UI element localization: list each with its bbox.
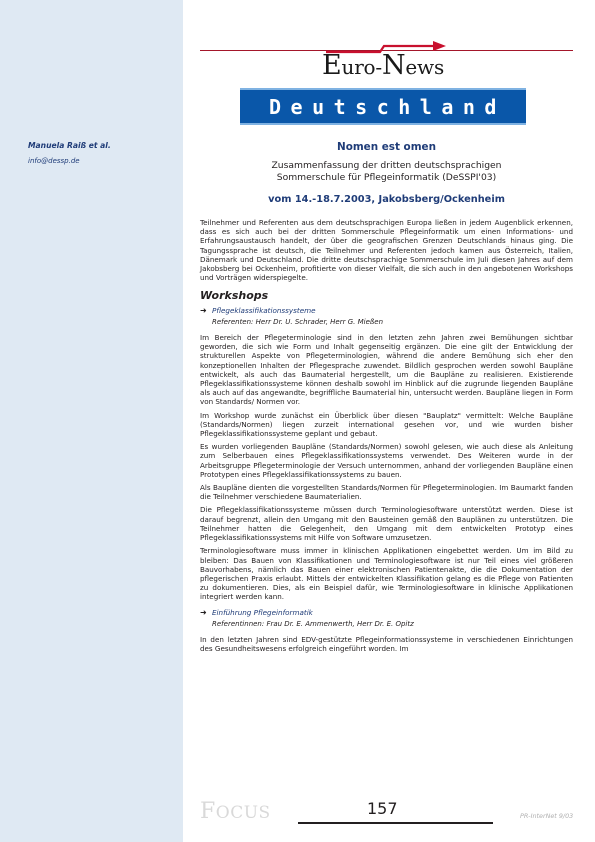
body-paragraph: Die Pflegeklassifikationssysteme müssen durch Terminologiesoftware unterstützt werden. Diese ist darauf begrenzt, allein den Umgang mit den Bausteinen gemäß den Bauplänen zu unterstützen. Die Teilnehmer hatten die Gelegenheit, den Umgang mit dem entwickelten Prototyp eines Pflegeklassifikationssystems mit Hilfe von Software umzusetzen.	[200, 505, 573, 543]
euro-news-logo	[322, 40, 462, 81]
arrow-right-icon: ➜	[200, 305, 207, 315]
body-paragraph: Terminologiesoftware muss immer in klinischen Applikationen eingebettet werden. Um im Bild zu bleiben: Das Bauen von Klassifikationen und Terminologiesoftware ist nur Teil eines viel größeren Bauvorhabens, nämlich das Bauen einer elektronischen Patientenakte, die die Dokumentation der pflegerischen Praxis erlaubt. Mittels der entwickelten Klassifikation gelang es die Pflege von Patienten zu dokumentieren. Dies, als ein Beispiel dafür, wie Terminologiesoftware in klinische Applikationen integriert werden kann.	[200, 546, 573, 602]
body-paragraph: Im Bereich der Pflegeterminologie sind in den letzten zehn Jahren zwei Bemühungen sichtbar geworden, die sich wie Form und Inhalt gegenseitig ergänzen. Die eine gilt der Entwicklung der strukturellen Aspekte von Pflegeterminologien, während die andere Bemühung sich eher den konzeptionellen Inhalten der Pflegesprache zuwendet. Bildlich gesprochen werden sowohl Baupläne entwickelt, als auch das Baumaterial hergestellt, um die Baupläne zu realisieren. Existierende Pflegeklassifikationssysteme können deshalb sowohl im Hinblick auf die zugrunde liegenden Baupläne als auch auf das angewandte, begriffliche Baumaterial hin, untersucht werden. Baupläne liegen in Form von Standards/ Normen vor.	[200, 333, 573, 407]
body-paragraph: Es wurden vorliegenden Baupläne (Standards/Normen) sowohl gelesen, wie auch diese als Anleitung zum Selberbauen eines Pflegeklassifikationssystems verwendet. Des Weiteren wurde in der Arbeitsgruppe Pflegeterminologie der Versuch unternommen, anhand der vorliegenden Baupläne einen Prototypen eines Pflegeklassifikationssystems zu bauen.	[200, 442, 573, 479]
sidebar	[0, 0, 183, 842]
workshop-bullet	[200, 608, 573, 617]
arrow-right-icon: ➜	[200, 607, 207, 617]
article-body	[200, 218, 573, 657]
author-name: Manuela Raiß et al.	[28, 141, 111, 150]
footer-rule	[298, 822, 493, 824]
banner-text: Deutschland	[269, 94, 506, 119]
workshop-title: Pflegeklassifikationssysteme	[212, 305, 316, 315]
subtitle-line: Zusammenfassung der dritten deutschsprachigen	[271, 160, 502, 171]
article-subtitle	[200, 160, 573, 184]
body-paragraph: In den letzten Jahren sind EDV-gestützte Pflegeinformationssysteme in verschiedenen Einrichtungen des Gesundheitswesens erfolgreich eingeführt worden. Im	[200, 634, 573, 654]
body-paragraph: Im Workshop wurde zunächst ein Überblick über diesen "Bauplatz" vermittelt: Welche Baupläne (Standards/Normen) liegen zurzeit international gesehen vor, und wie wurden bisher Pflegeklassifikationssysteme geplant und gebaut.	[200, 410, 573, 439]
workshop-title: Einführung Pflegeinformatik	[212, 607, 313, 617]
subtitle-line: Sommerschule für Pflegeinformatik (DeSSPI'03)	[276, 172, 497, 183]
logo-text: Euro-News	[322, 50, 445, 81]
country-banner	[240, 88, 526, 125]
author-email[interactable]: info@dessp.de	[28, 157, 80, 165]
page-number: 157	[367, 799, 398, 818]
workshop-referents: Referentinnen: Frau Dr. E. Ammenwerth, Herr Dr. E. Opitz	[212, 619, 414, 628]
journal-issue: PR-InterNet 9/03	[520, 812, 574, 820]
workshop-bullet	[200, 306, 573, 315]
focus-section-label: FOCUS	[200, 799, 271, 824]
article-title: Nomen est omen	[337, 141, 436, 153]
body-paragraph: Als Baupläne dienten die vorgestellten Standards/Normen für Pflegeterminologien. Im Baumarkt fanden die Teilnehmer verschiedene Baumaterialien.	[200, 483, 573, 502]
intro-paragraph: Teilnehmer und Referenten aus dem deutschsprachigen Europa ließen in jedem Augenblick erkennen, dass es sich auch bei der dritten Sommerschule Pflegeinformatik um einen Informations- und Erfahrungsaustausch handelt, der über die geografischen Grenzen Deutschlands hinaus ging. Die Tagungssprache ist deutsch, die Teilnehmer und Referenten jedoch kamen aus Österreich, Italien, Dänemark und Deutschland. Die dritte deutschsprachige Sommerschule im Juli diesen Jahres auf dem Jakobsberg bei Ockenheim, profitierte von dieser Vielfalt, die sich auch in den angebotenen Workshops und Vorträgen widerspiegelte.	[200, 218, 573, 283]
workshop-referents: Referenten: Herr Dr. U. Schrader, Herr G. Mießen	[212, 317, 384, 326]
event-dates: vom 14.-18.7.2003, Jakobsberg/Ockenheim	[268, 194, 505, 205]
section-heading: Workshops	[200, 289, 269, 303]
